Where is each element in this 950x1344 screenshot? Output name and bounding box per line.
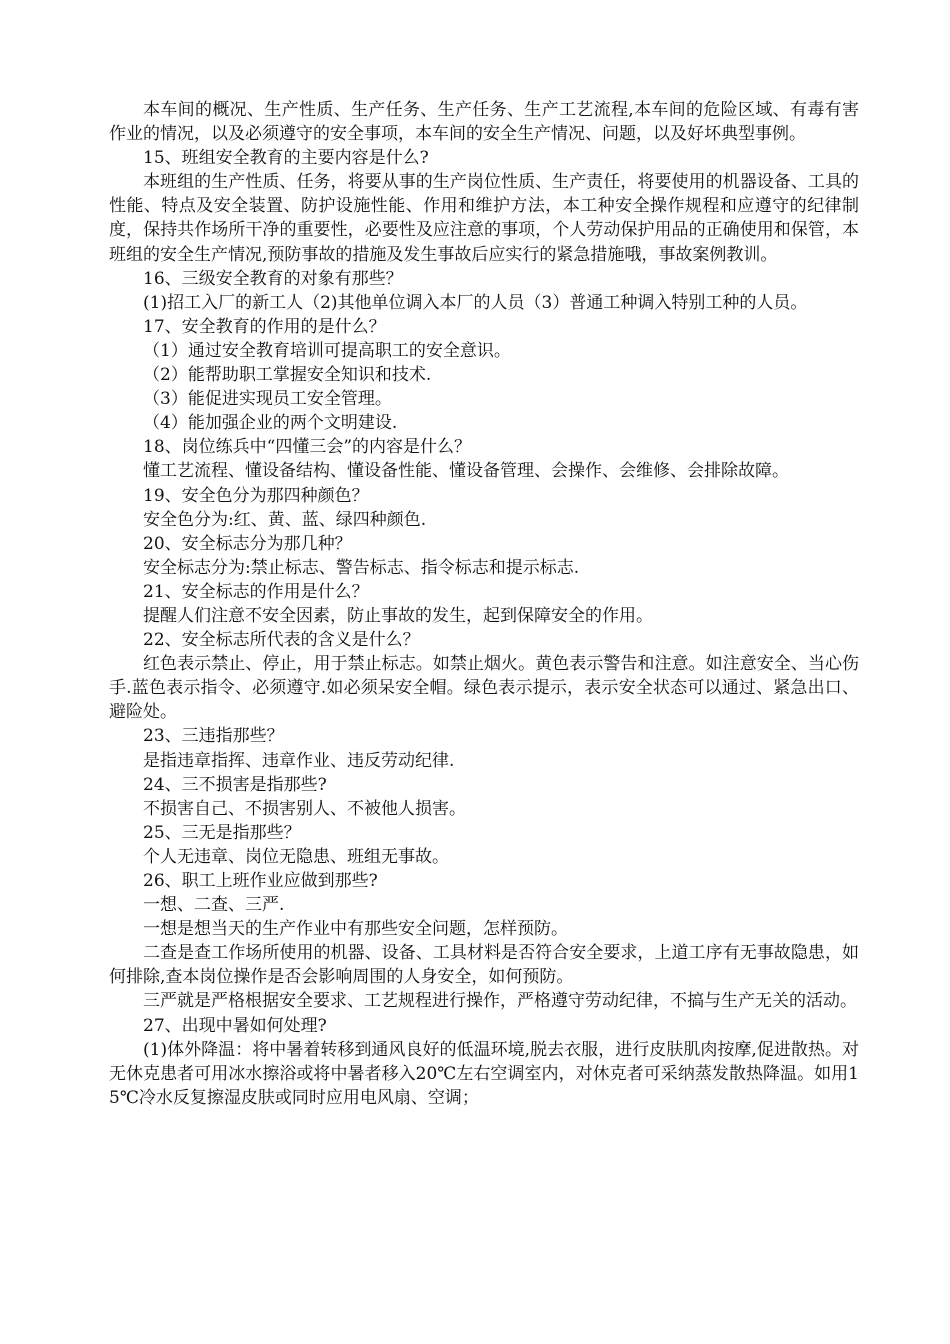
answer-21: 提醒人们注意不安全因素，防止事故的发生，起到保障安全的作用。 <box>143 605 653 626</box>
answer-22: 红色表示禁止、停止，用于禁止标志。如禁止烟火。黄色表示警告和注意。如注意安全、当心伤手.蓝色表示指令、必须遵守.如必须呆安全帽。绿色表示提示，表示安全状态可以通过、紧急出口、避险处。 <box>109 654 859 723</box>
question-18: 18、岗位练兵中“四懂三会”的内容是什么？ <box>143 437 472 458</box>
answer-17-item-4: （4）能加强企业的两个文明建设. <box>143 413 398 434</box>
answer-24: 不损害自己、不损害别人、不被他人损害。 <box>143 798 466 819</box>
answer-25: 个人无违章、岗位无隐患、班组无事故。 <box>143 846 449 867</box>
answer-18: 懂工艺流程、懂设备结构、懂设备性能、懂设备管理、会操作、会维修、会排除故障。 <box>143 461 789 482</box>
answer-23: 是指违章指挥、违章作业、违反劳动纪律. <box>143 750 455 771</box>
answer-26-strict: 三严就是严格根据安全要求、工艺规程进行操作，严格遵守劳动纪律，不搞与生产无关的活动。 <box>143 991 857 1012</box>
question-25: 25、三无是指那些？ <box>143 822 301 843</box>
answer-27-item-1: (1)体外降温：将中暑着转移到通风良好的低温环境,脱去衣服，进行皮肤肌肉按摩,促进散热。对无休克患者可用冰水擦浴或将中暑者移入20℃左右空调室内，对休克者可采纳蒸发散热降温。如用15℃冷水反复擦湿皮肤或同时应用电风扇、空调； <box>109 1039 859 1108</box>
document-body <box>109 98 859 1110</box>
answer-26-check: 二查是查工作场所使用的机器、设备、工具材料是否符合安全要求，上道工序有无事故隐患，如何排除,查本岗位操作是否会影响周围的人身安全，如何预防。 <box>109 943 859 988</box>
answer-17-item-2: （2）能帮助职工掌握安全知识和技术. <box>143 365 432 386</box>
question-23: 23、三违指那些？ <box>143 726 284 747</box>
answer-16: (1)招工入厂的新工人（2)其他单位调入本厂的人员（3）普通工种调入特别工种的人员。 <box>143 292 808 313</box>
answer-26-summary: 一想、二查、三严. <box>143 895 285 916</box>
question-27: 27、出现中暑如何处理? <box>143 1015 327 1036</box>
question-17: 17、安全教育的作用的是什么？ <box>143 316 386 337</box>
question-26: 26、职工上班作业应做到那些? <box>143 871 378 891</box>
answer-17-item-1: （1）通过安全教育培训可提高职工的安全意识。 <box>143 340 511 361</box>
answer-17-item-3: （3）能促进实现员工安全管理。 <box>143 389 392 410</box>
question-22: 22、安全标志所代表的含义是什么？ <box>143 630 420 651</box>
answer-20: 安全标志分为:禁止标志、警告标志、指令标志和提示标志. <box>143 557 580 578</box>
question-21: 21、安全标志的作用是什么？ <box>143 581 369 602</box>
question-15: 15、班组安全教育的主要内容是什么? <box>143 148 429 169</box>
question-16: 16、三级安全教育的对象有那些？ <box>143 268 403 289</box>
answer-26-think: 一想是想当天的生产作业中有那些安全问题，怎样预防。 <box>143 919 568 940</box>
question-19: 19、安全色分为那四种颜色？ <box>143 485 369 506</box>
question-20: 20、安全标志分为那几种？ <box>143 533 352 554</box>
answer-19: 安全色分为:红、黄、蓝、绿四种颜色. <box>143 509 427 530</box>
paragraph-workshop-overview: 本车间的概况、生产性质、生产任务、生产任务、生产工艺流程,本车间的危险区域、有毒有害作业的情况，以及必须遵守的安全事项，本车间的安全生产情况、问题，以及好坏典型事例。 <box>109 100 859 145</box>
answer-15: 本班组的生产性质、任务，将要从事的生产岗位性质、生产责任，将要使用的机器设备、工具的性能、特点及安全装置、防护设施性能、作用和维护方法，本工种安全操作规程和应遵守的纪律制度，保持共作场所干净的重要性，必要性及应注意的事项，个人劳动保护用品的正确使用和保管，本班组的安全生产情况,预防事故的措施及发生事故后应实行的紧急措施哦，事故案例教训。 <box>109 172 859 265</box>
question-24: 24、三不损害是指那些? <box>143 774 327 795</box>
